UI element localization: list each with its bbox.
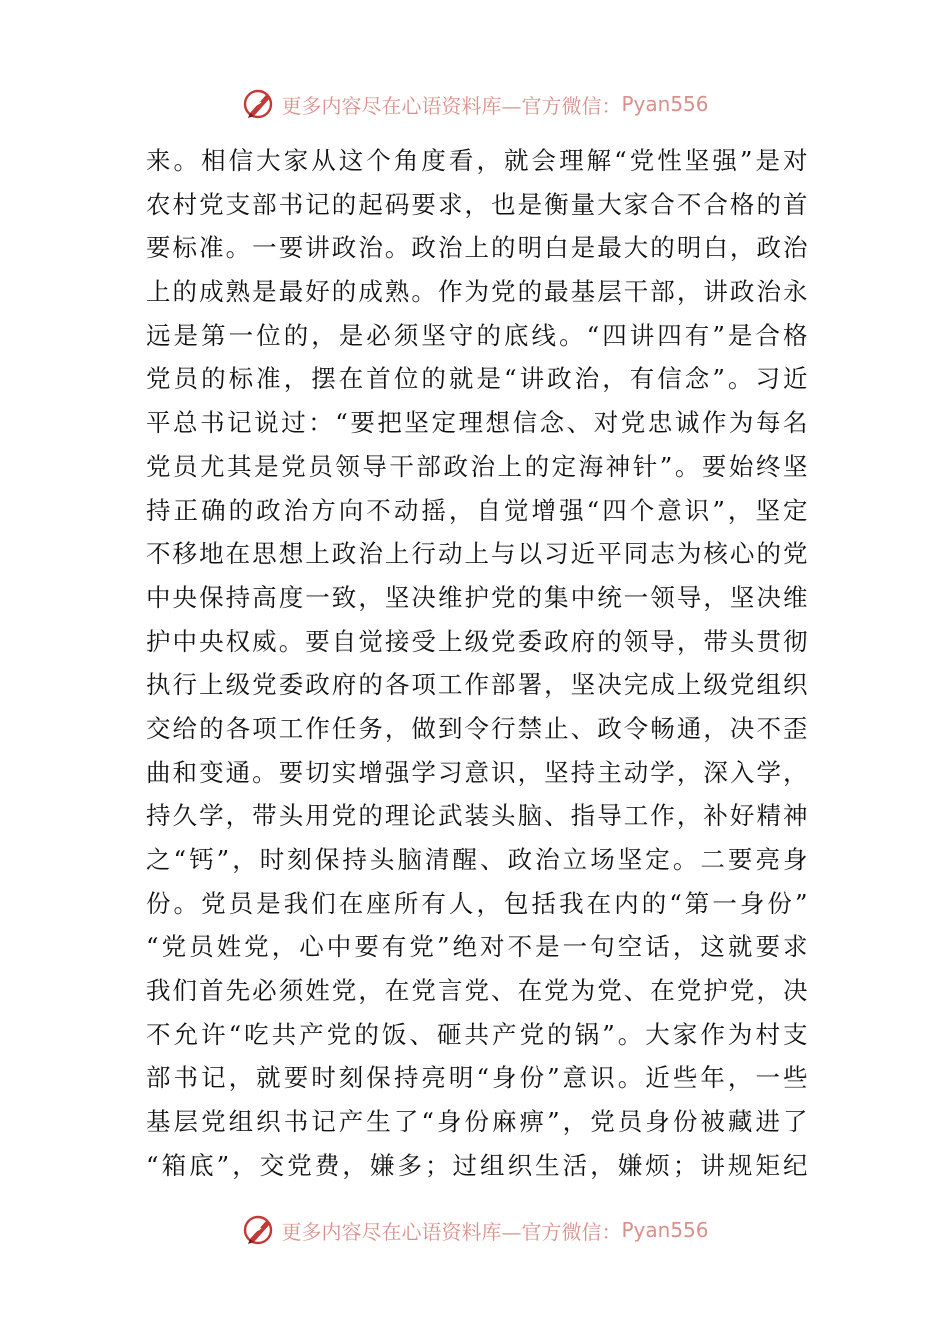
body-line: 持正确的政治方向不动摇，自觉增强“四个意识”，坚定	[146, 495, 808, 525]
footer-wechat-id: Pyan556	[621, 1218, 709, 1242]
body-line: 平总书记说过：“要把坚定理想信念、对党忠诚作为每名	[146, 408, 808, 438]
body-line: 远是第一位的，是必须坚守的底线。“四讲四有”是合格	[146, 320, 808, 350]
body-line: 部书记，就要时刻保持亮明“身份”意识。近些年，一些	[146, 1063, 808, 1093]
body-line: 曲和变通。要切实增强学习意识，坚持主动学，深入学，	[146, 757, 808, 787]
footer-site-text: 更多内容尽在心语资料库—	[281, 1219, 522, 1244]
header-site-text: 更多内容尽在心语资料库—	[281, 93, 522, 118]
body-line: 基层党组织书记产生了“身份麻痹”，党员身份被藏进了	[146, 1107, 808, 1137]
document-body	[146, 139, 808, 1188]
body-line: 之“钙”，时刻保持头脑清醒、政治立场坚定。二要亮身	[146, 845, 808, 874]
body-line: 份。党员是我们在座所有人，包括我在内的“第一身份”	[146, 888, 808, 918]
body-line: “箱底”，交党费，嫌多；过组织生活，嫌烦；讲规矩纪	[146, 1150, 808, 1180]
body-line: 农村党支部书记的起码要求，也是衡量大家合不合格的首	[146, 189, 808, 219]
body-line: 党员尤其是党员领导干部政治上的定海神针”。要始终坚	[146, 451, 808, 481]
footer-banner	[0, 1210, 950, 1250]
body-line: 持久学，带头用党的理论武装头脑、指导工作，补好精神	[146, 801, 808, 831]
body-line: 中央保持高度一致，坚决维护党的集中统一领导，坚决维	[146, 582, 808, 612]
body-line: 交给的各项工作任务，做到令行禁止、政令畅通，决不歪	[146, 713, 808, 743]
body-line: 上的成熟是最好的成熟。作为党的最基层干部，讲政治永	[146, 277, 808, 307]
body-line: 党员的标准，摆在首位的就是“讲政治，有信念”。习近	[146, 364, 808, 394]
body-line: 不允许“吃共产党的饭、砸共产党的锅”。大家作为村支	[146, 1019, 808, 1049]
body-line: 来。相信大家从这个角度看，就会理解“党性坚强”是对	[146, 146, 808, 175]
body-line: 不移地在思想上政治上行动上与以习近平同志为核心的党	[146, 539, 808, 569]
body-line: 护中央权威。要自觉接受上级党委政府的领导，带头贯彻	[146, 626, 808, 656]
pen-logo-icon	[241, 86, 277, 122]
footer-wechat-label: 官方微信：	[521, 1219, 622, 1244]
body-line: “党员姓党，心中要有党”绝对不是一句空话，这就要求	[146, 932, 808, 962]
body-line: 我们首先必须姓党，在党言党、在党为党、在党护党，决	[146, 976, 808, 1006]
header-wechat-label: 官方微信：	[521, 93, 622, 118]
body-line: 要标准。一要讲政治。政治上的明白是最大的明白，政治	[146, 233, 808, 263]
header-wechat-id: Pyan556	[621, 92, 709, 116]
pen-logo-icon	[241, 1212, 277, 1248]
body-line: 执行上级党委政府的各项工作部署，坚决完成上级党组织	[146, 670, 808, 700]
header-banner	[0, 84, 950, 124]
